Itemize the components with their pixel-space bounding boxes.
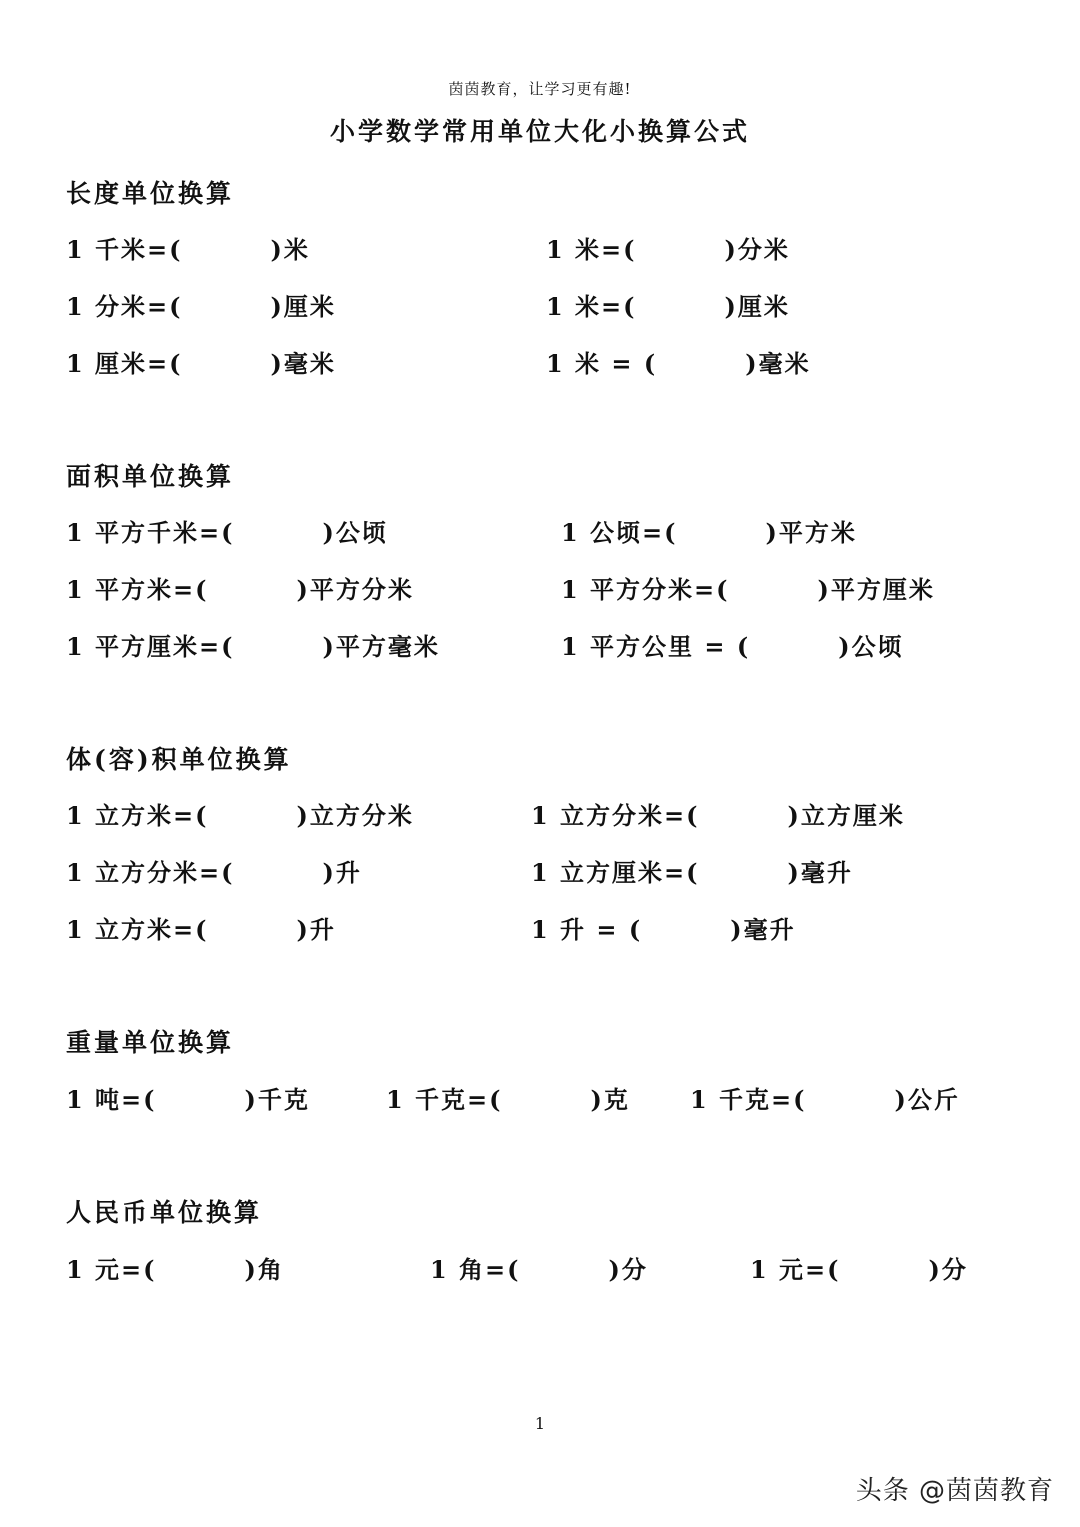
conversion-item [531, 853, 853, 888]
conversion-item [561, 570, 935, 605]
page-number: 1 [534, 1414, 546, 1433]
item-prefix: 1 平方厘米=( [66, 632, 235, 661]
item-prefix: 1 立方分米=( [66, 858, 235, 887]
conversion-item [750, 1250, 968, 1285]
conversion-row [0, 344, 1080, 384]
conversion-item [531, 796, 905, 831]
item-suffix: )分 [928, 1255, 968, 1284]
item-prefix: 1 升 = ( [531, 915, 643, 944]
item-suffix: )厘米 [724, 292, 790, 321]
conversion-row [0, 230, 1080, 270]
item-prefix: 1 元=( [750, 1255, 841, 1284]
conversion-item [66, 230, 310, 265]
item-prefix: 1 立方米=( [66, 801, 209, 830]
conversion-row [0, 910, 1080, 950]
conversion-row [0, 627, 1080, 667]
item-prefix: 1 立方厘米=( [531, 858, 700, 887]
item-suffix: )克 [590, 1085, 630, 1114]
item-suffix: )立方分米 [296, 801, 414, 830]
item-suffix: )毫米 [745, 349, 811, 378]
item-suffix: )米 [270, 235, 310, 264]
item-prefix: 1 公顷=( [561, 518, 678, 547]
conversion-row [0, 570, 1080, 610]
item-suffix: )公斤 [894, 1085, 960, 1114]
item-prefix: 1 千克=( [690, 1085, 807, 1114]
conversion-item [531, 910, 796, 945]
section-heading-currency: 人民币单位换算 [66, 1198, 263, 1227]
document-title: 小学数学常用单位大化小换算公式 [329, 117, 750, 146]
conversion-row [0, 796, 1080, 836]
conversion-item [561, 513, 857, 548]
item-suffix: )毫升 [730, 915, 796, 944]
item-prefix: 1 平方公里 = ( [561, 632, 751, 661]
item-suffix: )厘米 [270, 292, 336, 321]
conversion-item [66, 513, 388, 548]
item-suffix: )平方米 [765, 518, 857, 547]
item-prefix: 1 米=( [546, 235, 637, 264]
item-prefix: 1 角=( [430, 1255, 521, 1284]
conversion-row [0, 1250, 1080, 1290]
item-suffix: )公顷 [322, 518, 388, 547]
item-suffix: )升 [296, 915, 336, 944]
item-prefix: 1 平方千米=( [66, 518, 235, 547]
section-heading-weight: 重量单位换算 [66, 1028, 235, 1057]
item-suffix: )平方分米 [296, 575, 414, 604]
item-prefix: 1 千米=( [66, 235, 183, 264]
item-prefix: 1 平方分米=( [561, 575, 730, 604]
item-suffix: )平方厘米 [817, 575, 935, 604]
conversion-item [66, 796, 414, 831]
conversion-row [0, 1080, 1080, 1120]
conversion-item [66, 570, 414, 605]
item-prefix: 1 平方米=( [66, 575, 209, 604]
item-prefix: 1 米=( [546, 292, 637, 321]
item-prefix: 1 立方米=( [66, 915, 209, 944]
conversion-item [546, 230, 790, 265]
conversion-item [561, 627, 904, 662]
watermark: 头条 @茵茵教育 [855, 1476, 1054, 1506]
item-suffix: )公顷 [838, 632, 904, 661]
document-header: 茵茵教育，让学习更有趣! [448, 80, 632, 98]
item-suffix: )毫米 [270, 349, 336, 378]
conversion-item [546, 344, 811, 379]
section-heading-area: 面积单位换算 [66, 462, 235, 491]
item-prefix: 1 米 = ( [546, 349, 658, 378]
conversion-item [66, 287, 336, 322]
item-suffix: )立方厘米 [787, 801, 905, 830]
conversion-item [66, 1250, 284, 1285]
item-suffix: )毫升 [787, 858, 853, 887]
conversion-item [66, 627, 440, 662]
item-suffix: )升 [322, 858, 362, 887]
item-prefix: 1 分米=( [66, 292, 183, 321]
section-heading-volume: 体(容)积单位换算 [66, 745, 292, 774]
conversion-item [66, 1080, 310, 1115]
item-prefix: 1 元=( [66, 1255, 157, 1284]
item-suffix: )分米 [724, 235, 790, 264]
item-suffix: )千克 [244, 1085, 310, 1114]
conversion-item [430, 1250, 648, 1285]
item-prefix: 1 厘米=( [66, 349, 183, 378]
section-heading-length: 长度单位换算 [66, 179, 235, 208]
item-suffix: )分 [608, 1255, 648, 1284]
conversion-row [0, 513, 1080, 553]
item-prefix: 1 立方分米=( [531, 801, 700, 830]
conversion-item [690, 1080, 960, 1115]
conversion-item [386, 1080, 630, 1115]
conversion-item [66, 344, 336, 379]
item-suffix: )平方毫米 [322, 632, 440, 661]
conversion-item [66, 910, 336, 945]
item-prefix: 1 千克=( [386, 1085, 503, 1114]
item-suffix: )角 [244, 1255, 284, 1284]
conversion-row [0, 853, 1080, 893]
conversion-item [66, 853, 362, 888]
conversion-row [0, 287, 1080, 327]
item-prefix: 1 吨=( [66, 1085, 157, 1114]
conversion-item [546, 287, 790, 322]
